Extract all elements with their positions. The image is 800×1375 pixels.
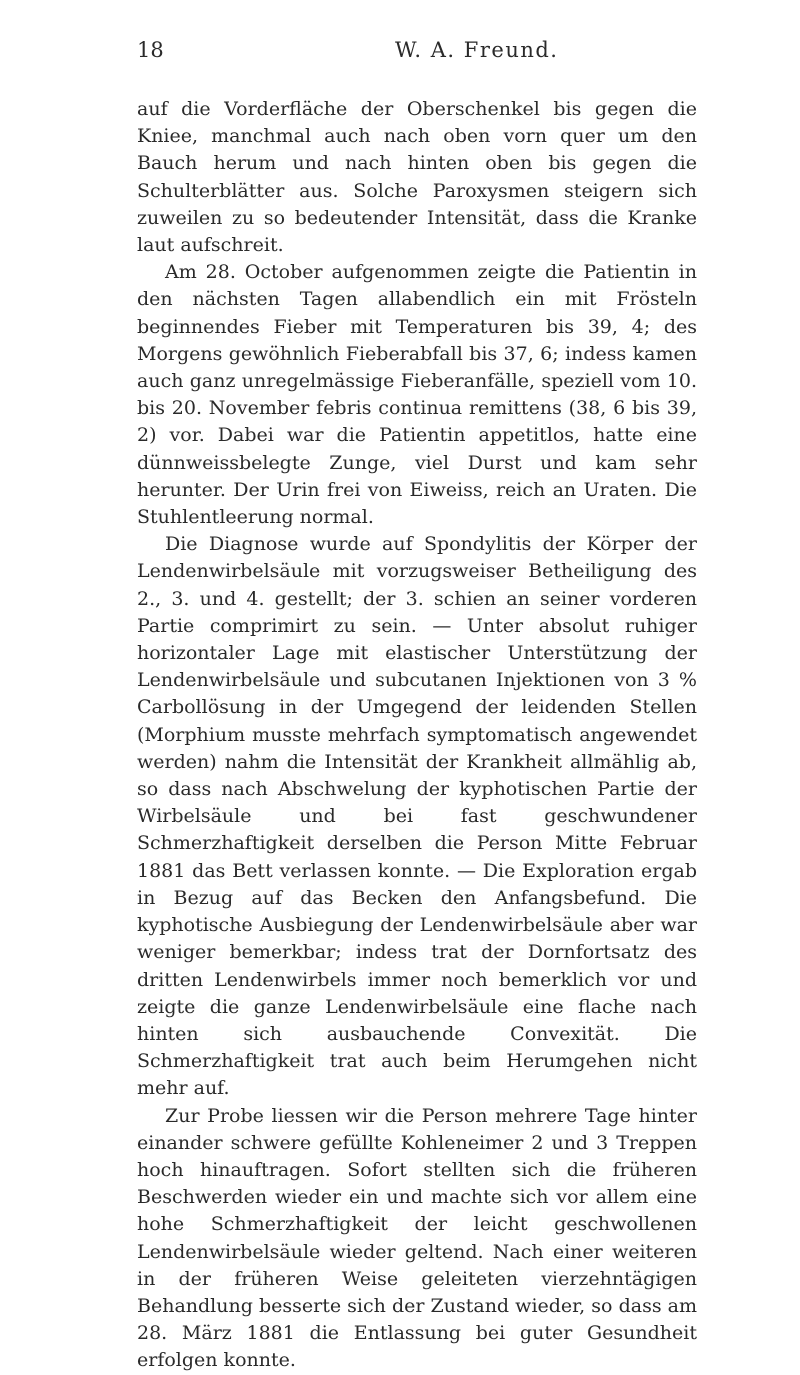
paragraph: Die Diagnose wurde auf Spondylitis der Körper der Lendenwirbelsäule mit vorzugsweiser Betheiligung des 2., 3. und 4. gestellt; der 3. schien an seiner vorderen Partie comprimirt zu sein. — Unter absolut ruhiger horizontaler Lage mit elastischer Unterstützung der Lendenwirbelsäule und subcutanen Injektionen von 3 % Carbollösung in der Umgegend der leidenden Stellen (Morphium musste mehrfach symptomatisch angewendet werden) nahm die Intensität der Krankheit allmählig ab, so dass nach Abschwelung der kyphotischen Partie der Wirbelsäule und bei fast geschwundener Schmerzhaftigkeit derselben die Person Mitte Februar 1881 das Bett verlassen konnte. — Die Exploration ergab in Bezug auf das Becken den Anfangsbefund. Die kyphotische Ausbiegung der Lendenwirbelsäule aber war weniger bemerkbar; indess trat der Dornfortsatz des dritten Lendenwirbels immer noch bemerklich vor und zeigte die ganze Lendenwirbelsäule eine flache nach hinten sich ausbauchende Convexität. Die Schmerzhaftigkeit trat auch beim Herumgehen nicht mehr auf. (137, 533, 697, 1100)
paragraph: auf die Vorderfläche der Oberschenkel bis gegen die Kniee, manchmal auch nach oben vorn quer um den Bauch herum und nach hinten oben bis gegen die Schulterblätter aus. Solche Paroxysmen steigern sich zuweilen zu so bedeutender Intensität, dass die Kranke laut aufschreit. (137, 98, 697, 257)
page-number: 18 (137, 38, 164, 62)
paragraph: Am 28. October aufgenommen zeigte die Patientin in den nächsten Tagen allabendlich ein mit Frösteln beginnendes Fieber mit Temperaturen bis 39, 4; des Morgens gewöhnlich Fieberabfall bis 37, 6; indess kamen auch ganz unregelmässige Fieberanfälle, speziell vom 10. bis 20. November febris continua remittens (38, 6 bis 39, 2) vor. Dabei war die Patientin appetitlos, hatte eine dünnweissbelegte Zunge, viel Durst und kam sehr herunter. Der Urin frei von Eiweiss, reich an Uraten. Die Stuhlentleerung normal. (137, 261, 697, 529)
running-head: W. A. Freund. (395, 38, 559, 62)
body-text (137, 96, 697, 1375)
page-header (137, 38, 697, 68)
paragraph: Zur Probe liessen wir die Person mehrere Tage hinter einander schwere gefüllte Kohleneimer 2 und 3 Treppen hoch hinauftragen. Sofort stellten sich die früheren Beschwerden wieder ein und machte sich vor allem eine hohe Schmerzhaftigkeit der leicht geschwollenen Lendenwirbelsäule wieder geltend. Nach einer weiteren in der früheren Weise geleiteten vierzehntägigen Behandlung besserte sich der Zustand wieder, so dass am 28. März 1881 die Entlassung bei guter Gesundheit erfolgen konnte. (137, 1104, 697, 1372)
